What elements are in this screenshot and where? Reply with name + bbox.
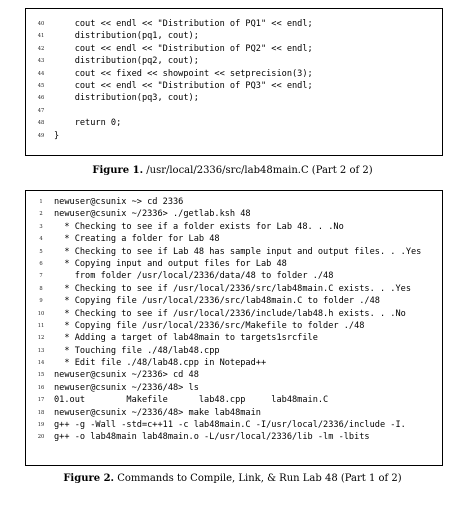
line-text: g++ -g -Wall -std=c++11 -c lab48main.C -I/usr/local/2336/include -I. [54,420,406,431]
figure1-caption [0,165,465,176]
line-number: 12 [37,335,45,342]
code-line [26,55,442,67]
line-text: * Creating a folder for Lab 48 [54,234,220,245]
figure2-caption [0,473,465,484]
line-number: 16 [37,384,45,391]
code-line [26,345,442,357]
line-number: 48 [37,120,45,127]
line-text: newuser@csunix ~/2336> ./getlab.ksh 48 [54,209,251,220]
code-line [26,196,442,208]
code-line [26,394,442,406]
line-text: * Checking to see if a folder exists for Lab 48. . .No [54,221,344,232]
code-line [26,221,442,233]
code-line [26,419,442,431]
line-text: * Adding a target of lab48main to targets1srcfile [54,333,318,344]
figure1-caption-label: Figure 1. [92,165,144,176]
figure2-lines [26,191,442,444]
code-line [26,233,442,245]
line-text: newuser@csunix ~/2336/48> make lab48main [54,407,261,418]
line-text: return 0; [54,118,122,129]
figure2-terminal-listing [25,190,443,466]
line-text: * Checking to see if /usr/local/2336/src/lab48main.C exists. . .Yes [54,283,411,294]
line-text: * Edit file ./48/lab48.cpp in Notepad++ [54,358,267,369]
code-line [26,80,442,92]
code-line [26,30,442,42]
figure2-caption-label: Figure 2. [63,473,115,484]
line-text: * Copying file /usr/local/2336/src/lab48main.C to folder ./48 [54,296,380,307]
code-line [26,295,442,307]
line-number: 40 [37,21,45,27]
line-number: 2 [39,211,43,218]
line-number: 17 [37,397,45,404]
line-text: * Checking to see if /usr/local/2336/include/lab48.h exists. . .No [54,308,406,319]
code-line [26,382,442,394]
line-number: 11 [37,322,45,329]
figure2-caption-text: Commands to Compile, Link, & Run Lab 48 (Part 1 of 2) [114,473,402,484]
code-line [26,43,442,55]
code-line [26,117,442,129]
line-number: 43 [37,58,45,65]
code-line [26,369,442,381]
figure1-code-listing [25,8,443,156]
line-number: 3 [39,223,43,230]
code-line [26,258,442,270]
line-number: 44 [37,70,45,77]
line-number: 6 [39,260,43,267]
line-number: 9 [39,298,43,305]
line-text: distribution(pq2, cout); [54,56,199,67]
line-text: cout << endl << "Distribution of PQ1" << endl; [54,19,313,29]
line-text: from folder /usr/local/2336/data/48 to folder ./48 [54,271,334,282]
line-text: distribution(pq1, cout); [54,31,199,42]
line-number: 15 [37,372,45,379]
line-number: 45 [37,82,45,89]
line-text: distribution(pq3, cout); [54,93,199,104]
line-number: 7 [39,273,43,280]
code-line [26,431,442,443]
line-text: newuser@csunix ~/2336/48> ls [54,382,199,393]
line-text: * Copying input and output files for Lab 48 [54,258,287,269]
line-number: 46 [37,95,45,102]
line-text: newuser@csunix ~/2336> cd 48 [54,370,199,381]
line-number: 8 [39,285,43,292]
line-number: 47 [37,107,45,114]
line-text: 01.out Makefile lab48.cpp lab48main.C [54,395,329,406]
line-text: * Touching file ./48/lab48.cpp [54,345,220,356]
code-line [26,407,442,419]
code-line [26,18,442,30]
line-text: * Copying file /usr/local/2336/src/Makefile to folder ./48 [54,320,365,331]
code-line [26,68,442,80]
line-number: 18 [37,409,45,416]
code-line [26,320,442,332]
line-text: * Checking to see if Lab 48 has sample input and output files. . .Yes [54,246,422,257]
code-line [26,92,442,104]
code-line [26,357,442,369]
code-line [26,283,442,295]
code-line [26,332,442,344]
code-line [26,208,442,220]
line-number: 14 [37,360,45,367]
line-text: g++ -o lab48main lab48main.o -L/usr/local/2336/lib -lm -lbits [54,432,370,443]
line-number: 41 [37,33,45,40]
code-line [26,105,442,117]
line-text: cout << endl << "Distribution of PQ3" << endl; [54,80,313,91]
line-number: 19 [37,422,45,429]
figure1-lines [26,9,442,142]
line-text: } [54,130,60,141]
code-line [26,270,442,282]
line-text: newuser@csunix ~> cd 2336 [54,197,184,207]
line-number: 49 [37,132,45,139]
line-number: 4 [39,236,43,243]
line-text: cout << endl << "Distribution of PQ2" << endl; [54,43,313,54]
line-text: cout << fixed << showpoint << setprecision(3); [54,68,313,79]
line-number: 42 [37,45,45,52]
line-number: 13 [37,347,45,354]
line-number: 20 [37,434,45,441]
line-number: 5 [39,248,43,255]
line-number: 1 [39,199,43,205]
figure1-caption-text: /usr/local/2336/src/lab48main.C (Part 2 of 2) [143,165,373,176]
code-line [26,308,442,320]
code-line [26,130,442,142]
line-number: 10 [37,310,45,317]
code-line [26,246,442,258]
